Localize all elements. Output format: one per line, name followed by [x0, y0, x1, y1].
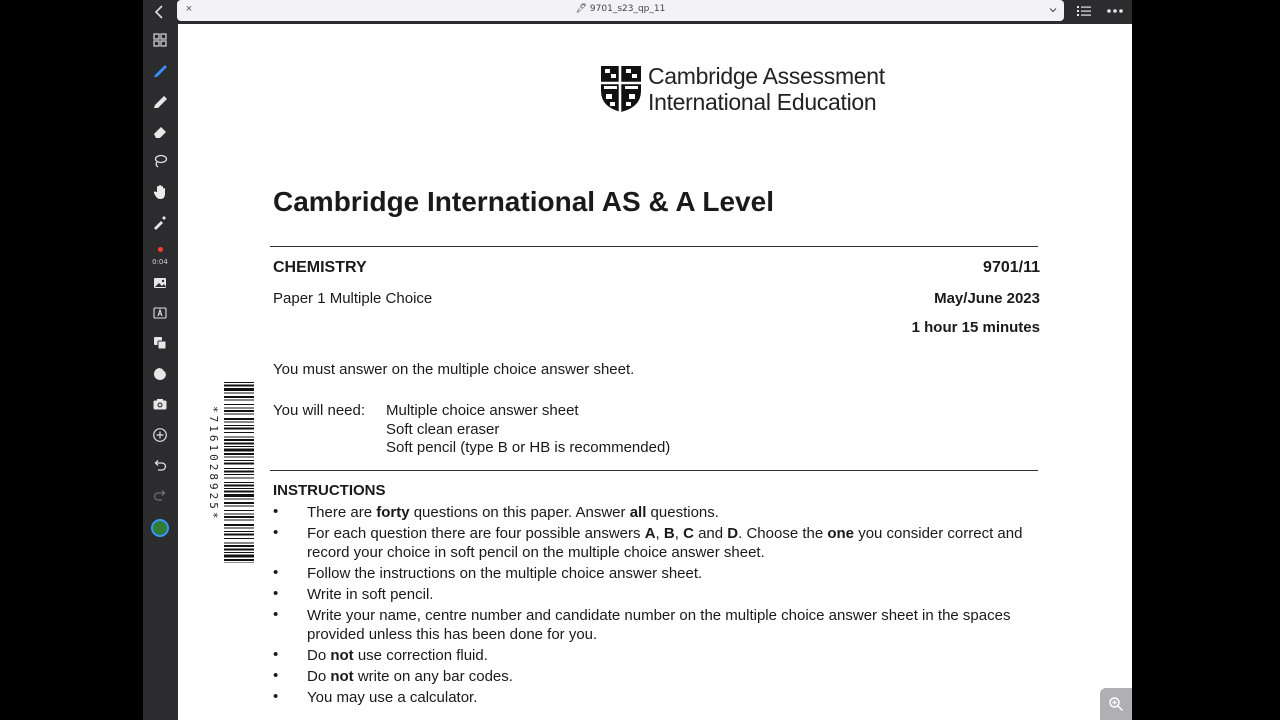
chevron-down-icon[interactable]	[1048, 5, 1058, 15]
text-box-icon[interactable]	[148, 301, 172, 325]
qualification-title: Cambridge International AS & A Level	[273, 186, 774, 217]
bullet-icon: •	[273, 606, 279, 623]
paper-name: Paper 1 Multiple Choice	[273, 290, 433, 307]
need-item: Soft pencil (type B or HB is recommended)	[386, 439, 671, 456]
redo-icon[interactable]	[148, 483, 172, 507]
instruction-item: There are forty questions on this paper. Answer all questions.	[307, 504, 719, 521]
need-label: You will need:	[273, 402, 366, 419]
document-tab[interactable]	[177, 0, 1064, 21]
barcode-number: *7161028925*	[207, 406, 220, 522]
bullet-icon: •	[273, 667, 279, 684]
bullet-icon: •	[273, 585, 279, 602]
divider	[270, 246, 1038, 247]
back-icon[interactable]	[148, 0, 172, 24]
document-title: 🖊 9701_s23_qp_11	[575, 4, 666, 14]
cambridge-shield-logo	[600, 65, 642, 113]
pen-color-swatch[interactable]	[151, 519, 169, 537]
undo-icon[interactable]	[148, 453, 172, 477]
instruction-item: Write your name, centre number and candidate number on the multiple choice answer sheet in the spaces provided unless this has been done for you.	[307, 607, 1011, 643]
zoom-button[interactable]	[1100, 688, 1132, 720]
recording-indicator	[158, 247, 163, 252]
bullet-icon: •	[273, 564, 279, 581]
logo-line-1: Cambridge Assessment	[648, 63, 885, 89]
paper-code: 9701/11	[983, 259, 1040, 276]
exam-session: May/June 2023	[934, 290, 1040, 307]
hand-icon[interactable]	[148, 180, 172, 204]
sticker-icon[interactable]	[148, 362, 172, 386]
exam-duration: 1 hour 15 minutes	[911, 319, 1040, 336]
recording-time: 0:04	[152, 258, 168, 266]
divider	[270, 470, 1038, 471]
instruction-item: You may use a calculator.	[307, 689, 478, 706]
more-options-icon[interactable]	[1105, 2, 1125, 20]
bullet-icon: •	[273, 646, 279, 663]
top-bar	[177, 0, 1132, 23]
lasso-icon[interactable]	[148, 149, 172, 173]
bullet-icon: •	[273, 503, 279, 520]
instruction-item: Write in soft pencil.	[307, 586, 434, 603]
tool-sidebar	[143, 0, 177, 720]
instructions-heading: INSTRUCTIONS	[273, 482, 386, 499]
instruction-item: Follow the instructions on the multiple choice answer sheet.	[307, 565, 703, 582]
shapes-icon[interactable]	[148, 331, 172, 355]
barcode-image	[224, 382, 254, 563]
document-page[interactable]	[178, 24, 1132, 720]
add-icon[interactable]	[148, 423, 172, 447]
magnifier-icon	[1108, 696, 1124, 712]
instruction-item: Do not use correction fluid.	[307, 647, 488, 664]
need-item: Soft clean eraser	[386, 421, 500, 438]
laser-pointer-icon[interactable]	[148, 210, 172, 234]
answer-instruction: You must answer on the multiple choice answer sheet.	[273, 361, 635, 378]
image-icon[interactable]	[148, 271, 172, 295]
thumbnails-icon[interactable]	[148, 28, 172, 52]
pen-icon[interactable]	[148, 58, 172, 82]
outline-list-icon[interactable]	[1075, 2, 1093, 20]
close-icon[interactable]: ×	[185, 3, 193, 15]
instruction-item: For each question there are four possible answers A, B, C and D. Choose the one you consider correct and record your choice in soft pencil on the multiple choice answer sheet.	[307, 525, 1023, 561]
logo-line-2: International Education	[648, 89, 877, 115]
eraser-icon[interactable]	[148, 119, 172, 143]
highlighter-icon[interactable]	[148, 89, 172, 113]
instruction-item: Do not write on any bar codes.	[307, 668, 513, 685]
subject: CHEMISTRY	[273, 259, 367, 276]
need-item: Multiple choice answer sheet	[386, 402, 579, 419]
bullet-icon: •	[273, 688, 279, 705]
notes-app-window	[143, 0, 1132, 720]
camera-icon[interactable]	[148, 392, 172, 416]
bullet-icon: •	[273, 524, 279, 541]
